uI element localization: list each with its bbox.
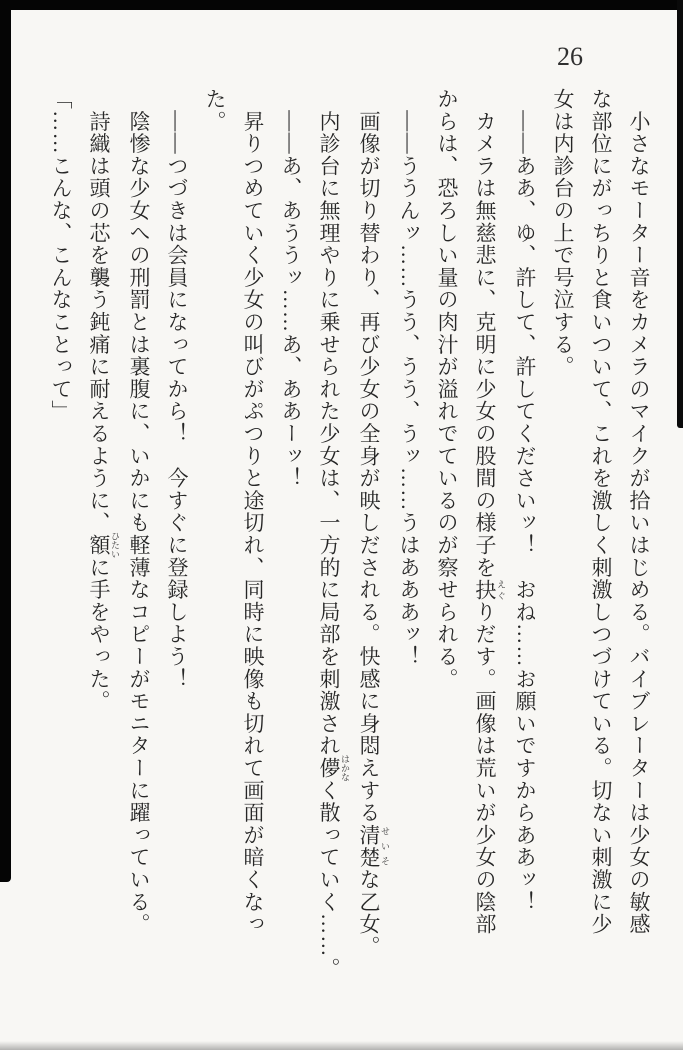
text-column-5: カメラは無慈悲に、克明に少女の股間の様子を抉 えぐりだす。画像は荒いが少女の陰部 [473,88,506,936]
text-column-9: 内診台に無理やりに乗せられた少女は、一方的に局部を刺激され儚 はかなく散っていく……。 [317,88,350,981]
text-column-15: 詩織は頭の芯を襲う鈍痛に耐えるように、額 ひたいに手をやった。 [87,88,120,713]
text-column-10: ――あ、あううッ……あ、ああーッ！ [279,88,303,490]
text-column-1: 小さなモーター音をカメラのマイクが拾いはじめる。バイブレーターは少女の敏感 [627,88,651,936]
text-column-13: ――つづきは会員になってから！ 今すぐに登録しよう！ [165,88,189,691]
page-border-left [0,0,11,882]
text-column-2: な部位にがっちりと食いついて、これを激しく刺激しつづけている。切ない刺激に少 [589,88,613,936]
page-border-top [0,0,683,10]
furigana-base: 清楚 せいそ [357,823,390,869]
page-edge-shadow [0,1041,683,1050]
text-column-14: 陰惨な少女への刑罰とは裏腹に、いかにも軽薄なコピーがモニターに躍っている。 [127,88,151,936]
text-column-4: ――ああ、ゆ、許して、許してくださいッ！ おね……お願いですからああッ！ [513,88,537,914]
text-column-7: ――ううんッ……うう、うう、うッ……うはあああッ！ [397,88,421,668]
text-column-3: 女は内診台の上で号泣する。 [551,88,575,378]
furigana-base: 抉 えぐ [473,578,506,601]
text-column-8: 画像が切り替わり、再び少女の全身が映しだされる。快感に身悶えする清楚 せいそな乙女。 [357,88,390,958]
text-column-11: 昇りつめていく少女の叫びがぷつりと途切れ、同時に映像も切れて画面が暗くなっ [241,88,265,936]
page-number: 26 [557,42,583,71]
text-column-12: た。 [203,88,227,133]
furigana-base: 額 ひたい [87,531,120,559]
text-column-6: からは、恐ろしい量の肉汁が溢れでているのが察せられる。 [435,88,459,691]
page-border-right [677,0,683,428]
furigana-base: 儚 はかな [317,754,350,782]
text-column-16: 「……こんな、こんなことって」 [49,88,73,423]
page-text [42,88,658,980]
